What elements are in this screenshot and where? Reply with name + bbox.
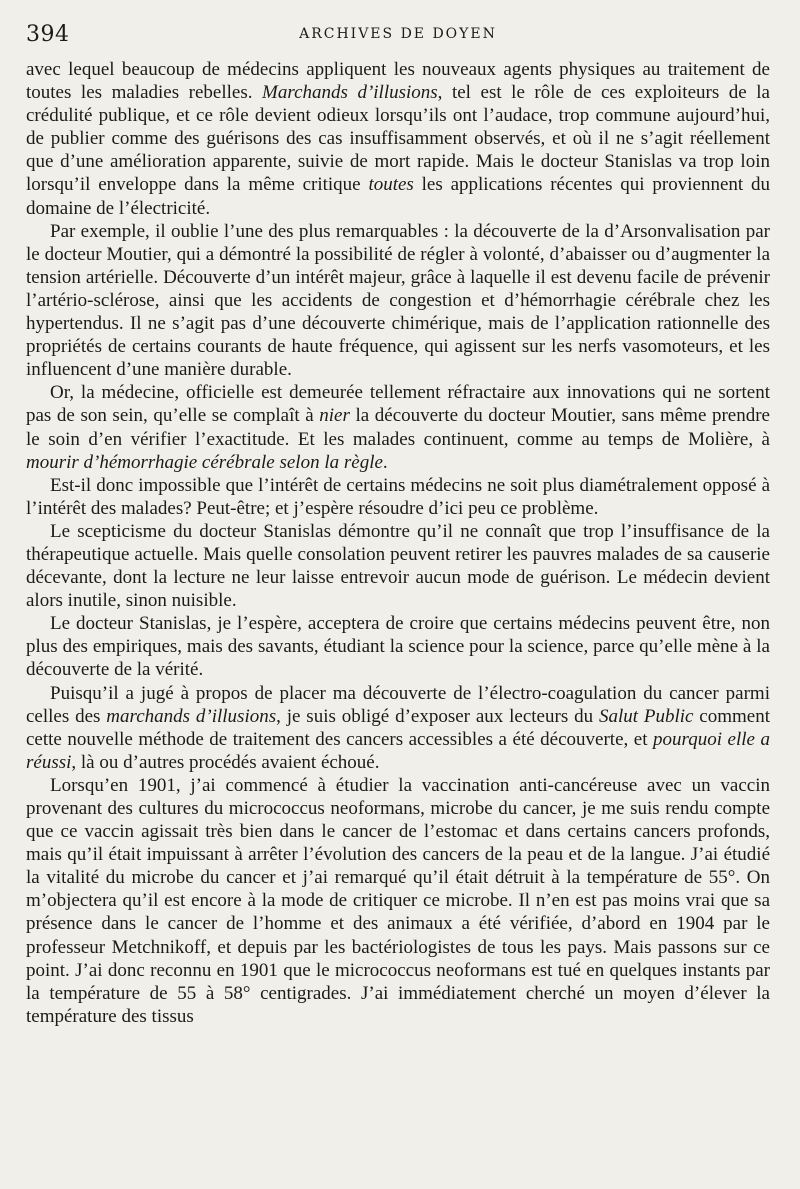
text-run: Le scepticisme du docteur Stanislas démontre qu’il ne connaît que trop l’insuffisance de la thérapeutique actuelle. Mais quelle consolation peuvent retirer les pauvres malades de sa causerie décevante, dont la lecture ne leur laisse entrevoir aucun mode de guérison. Le médecin devient alors inutile, sinon nuisible.: [26, 520, 770, 612]
italic-text: pourquoi elle a réussi: [26, 728, 770, 773]
paragraph: [26, 381, 770, 473]
text-run: Puisqu’il a jugé à propos de placer ma découverte de l’électro-coagulation du cancer parmi celles des: [26, 682, 770, 727]
text-run: Le docteur Stanislas, je l’espère, acceptera de croire que certains médecins peuvent être, non plus des empiriques, mais des savants, étudiant la science pour la science, parce qu’elle mène à la découverte de la vérité.: [26, 613, 770, 681]
italic-text: Marchands d’illusions: [262, 82, 438, 104]
paragraph: [26, 520, 770, 612]
italic-text: toutes: [368, 174, 414, 196]
paragraph: [26, 474, 770, 520]
text-run: les applications récentes qui proviennent du domaine de l’électricité.: [26, 174, 770, 219]
text-run: , là ou d’autres procédés avaient échoué.: [71, 751, 380, 773]
page-header: [26, 22, 770, 58]
text-run: .: [382, 451, 388, 473]
paragraph: [26, 220, 770, 382]
text-run: Par exemple, il oublie l’une des plus remarquables : la découverte de la d’Arsonvalisation par le docteur Moutier, qui a démontré la possibilité de régler à volonté, d’abaisser ou d’augmenter la tension artérielle. Découverte d’un intérêt majeur, grâce à laquelle il est devenu facile de prévenir l’artério-sclérose, ainsi que les accidents de congestion et d’hémorrhagie cérébrale chez les hypertendus. Il ne s’agit pas d’une découverte chimérique, mais de l’application rationnelle des propriétés de certains courants de haute fréquence, qui agissent sur les nerfs vasomoteurs, et les influencent d’une manière durable.: [26, 220, 770, 381]
italic-text: marchands d’illusions: [106, 705, 277, 727]
paragraph: [26, 58, 770, 220]
italic-text: Salut Public: [598, 705, 694, 727]
text-run: Est-il donc impossible que l’intérêt de certains médecins ne soit plus diamétralement opposé à l’intérêt des malades? Peut-être; et j’espère résoudre d’ici peu ce problème.: [26, 474, 770, 519]
running-title: ARCHIVES DE DOYEN: [299, 26, 497, 42]
text-run: , je suis obligé d’exposer aux lecteurs du: [276, 705, 599, 727]
body-text: [26, 58, 770, 1028]
text-run: Or, la médecine, officielle est demeurée tellement réfractaire aux innovations qui ne sortent pas de son sein, qu’elle se complaît à: [26, 382, 770, 427]
paragraph: [26, 774, 770, 1028]
text-run: Lorsqu’en 1901, j’ai commencé à étudier la vaccination anti-cancéreuse avec un vaccin provenant des cultures du micrococcus neoformans, microbe du cancer, je me suis rendu compte que ce vaccin agissait très bien dans le cancer de l’estomac et dans certains cancers profonds, mais qu’il était impuissant à arrêter l’évolution des cancers de la peau et de la langue. J’ai étudié la vitalité du microbe du cancer et j’ai remarqué qu’il était détruit à la température de 55°. On m’objectera qu’il est encore à la mode de critiquer ce microbe. Il n’en est pas moins vrai que sa présence dans le cancer de l’homme et des animaux a été vérifiée, d’abord en 1904 par le professeur Metchnikoff, et depuis par les bactériologistes de tous les pays. Mais passons sur ce point. J’ai donc reconnu en 1901 que le micrococcus neoformans est tué en quelques instants par la température de 55 à 58° centigrades. J’ai immédiatement cherché un moyen d’élever la température des tissus: [26, 774, 770, 1027]
italic-text: mourir d’hémorrhagie cérébrale selon la règle: [26, 451, 383, 473]
text-run: la découverte du docteur Moutier, sans même prendre le soin d’en vérifier l’exactitude. Et les malades continuent, comme au temps de Molière, à: [26, 405, 770, 450]
paragraph: [26, 612, 770, 681]
text-run: comment cette nouvelle méthode de traitement des cancers accessibles a été découverte, et: [26, 705, 771, 750]
text-run: avec lequel beaucoup de médecins appliquent les nouveaux agents physiques au traitement de toutes les maladies rebelles.: [26, 59, 770, 104]
paragraph: [26, 682, 770, 774]
text-run: , tel est le rôle de ces exploiteurs de la crédulité publique, et ce rôle devient odieux lorsqu’ils ont l’audace, trop commune aujourd’hui, de publier comme des guérisons des cas insuffisamment observés, et où il ne s’agit réellement que d’une amélioration apparente, suivie de mort rapide. Mais le docteur Stanislas va trop loin lorsqu’il enveloppe dans la même critique: [26, 82, 770, 196]
page-number: 394: [26, 22, 70, 47]
italic-text: nier: [319, 405, 350, 427]
